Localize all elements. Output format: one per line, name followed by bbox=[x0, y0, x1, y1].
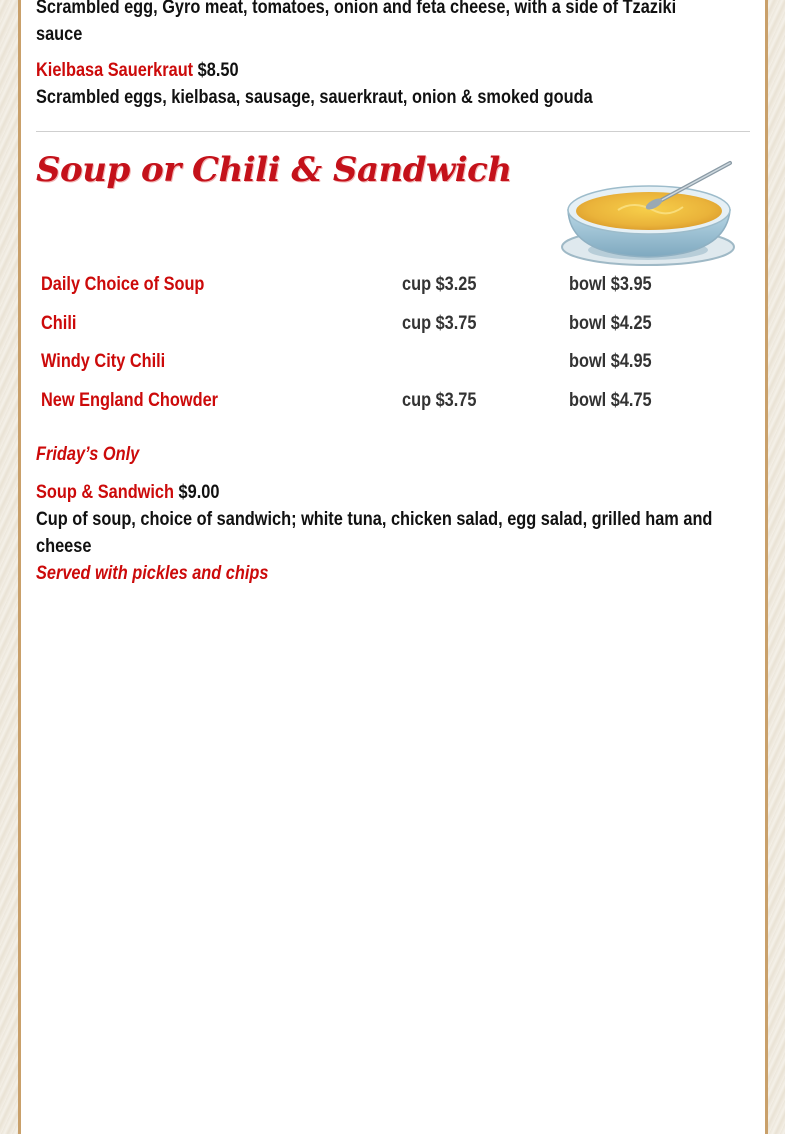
bowl-price: bowl $3.95 bbox=[569, 274, 652, 295]
kielbasa-name: Kielbasa Sauerkraut bbox=[36, 60, 194, 81]
gyro-description bbox=[36, 0, 785, 48]
served-note: Served with pickles and chips bbox=[36, 563, 269, 584]
combo-description-line2: cheese bbox=[36, 536, 92, 557]
cup-price: cup $3.75 bbox=[402, 390, 477, 411]
item-name: Chili bbox=[41, 313, 77, 334]
background-texture-left bbox=[0, 0, 18, 1134]
gyro-description-line2: sauce bbox=[36, 24, 83, 45]
section-divider bbox=[36, 131, 750, 132]
combo-description-line1: Cup of soup, choice of sandwich; white tuna, chicken salad, egg salad, grilled ham and bbox=[36, 509, 713, 530]
friday-label: Friday’s Only bbox=[36, 444, 140, 465]
soup-sandwich-item bbox=[36, 479, 785, 587]
section-title: Soup or Chili & Sandwich bbox=[36, 150, 512, 190]
cup-price: cup $3.75 bbox=[402, 313, 477, 334]
menu-row-chili bbox=[41, 313, 741, 343]
cup-price: cup $3.25 bbox=[402, 274, 477, 295]
kielbasa-description: Scrambled eggs, kielbasa, sausage, sauerkraut, onion & smoked gouda bbox=[36, 87, 593, 108]
kielbasa-price: $8.50 bbox=[197, 60, 239, 81]
gyro-description-line1: Scrambled egg, Gyro meat, tomatoes, onion and feta cheese, with a side of Tzaziki bbox=[36, 0, 677, 18]
bowl-price: bowl $4.75 bbox=[569, 390, 652, 411]
item-name: Daily Choice of Soup bbox=[41, 274, 205, 295]
bowl-price: bowl $4.95 bbox=[569, 351, 652, 372]
combo-name: Soup & Sandwich bbox=[36, 482, 174, 503]
bowl-price: bowl $4.25 bbox=[569, 313, 652, 334]
item-name: New England Chowder bbox=[41, 390, 219, 411]
item-name: Windy City Chili bbox=[41, 351, 166, 372]
menu-row-windy-city-chili bbox=[41, 351, 741, 381]
soup-bowl-icon bbox=[558, 155, 738, 270]
menu-row-daily-soup bbox=[41, 274, 741, 304]
menu-row-new-england-chowder bbox=[41, 390, 741, 420]
combo-price: $9.00 bbox=[178, 482, 220, 503]
kielbasa-item bbox=[36, 57, 785, 111]
